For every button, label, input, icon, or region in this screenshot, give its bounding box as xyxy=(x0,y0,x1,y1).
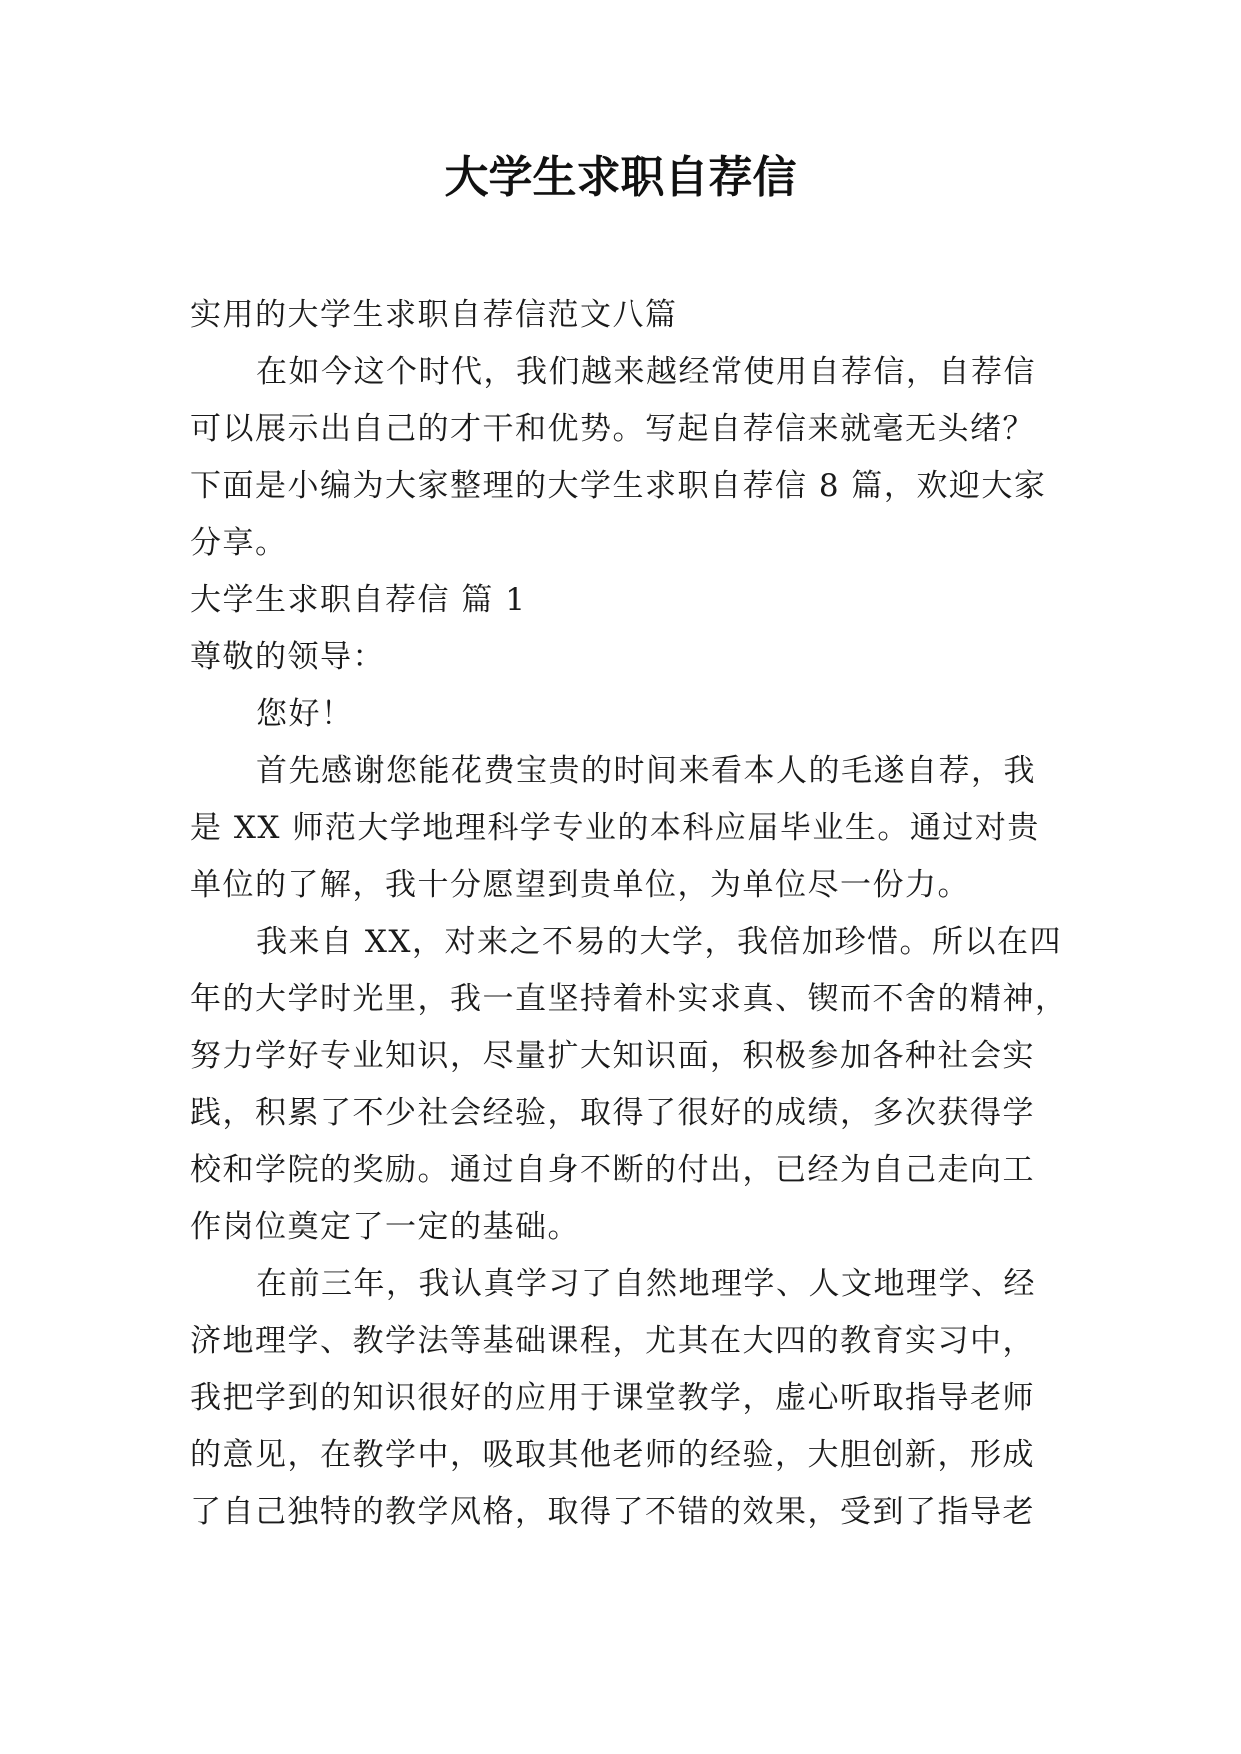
paragraph-line: 作岗位奠定了一定的基础。 xyxy=(190,1209,580,1245)
document-body xyxy=(190,287,1068,1541)
paragraph-line: 可以展示出自己的才干和优势。写起自荐信来就毫无头绪？ xyxy=(190,411,1035,447)
paragraph-line: 济地理学、教学法等基础课程，尤其在大四的教育实习中， xyxy=(190,1323,1035,1359)
paragraph-line: 的意见，在教学中，吸取其他老师的经验，大胆创新，形成 xyxy=(190,1437,1035,1473)
paragraph-line: 在如今这个时代，我们越来越经常使用自荐信，自荐信 xyxy=(256,354,1036,390)
paragraph-line: 在前三年，我认真学习了自然地理学、人文地理学、经 xyxy=(256,1266,1036,1302)
paragraph-line: 单位的了解，我十分愿望到贵单位，为单位尽一份力。 xyxy=(190,867,970,903)
paragraph-line: 分享。 xyxy=(190,525,288,561)
paragraph-line: 我来自 XX，对来之不易的大学，我倍加珍惜。所以在四 xyxy=(256,924,1062,960)
paragraph-line: 努力学好专业知识，尽量扩大知识面，积极参加各种社会实 xyxy=(190,1038,1035,1074)
paragraph-line: 我把学到的知识很好的应用于课堂教学，虚心听取指导老师 xyxy=(190,1380,1035,1416)
paragraph-line: 校和学院的奖励。通过自身不断的付出，已经为自己走向工 xyxy=(190,1152,1035,1188)
salutation-line: 尊敬的领导： xyxy=(190,639,385,675)
paragraph-line: 是 XX 师范大学地理科学专业的本科应届毕业生。通过对贵 xyxy=(190,810,1040,846)
paragraph-line: 了自己独特的教学风格，取得了不错的效果，受到了指导老 xyxy=(190,1494,1035,1530)
section-heading: 大学生求职自荐信 篇 1 xyxy=(190,582,527,618)
subtitle-line: 实用的大学生求职自荐信范文八篇 xyxy=(190,297,678,333)
paragraph-line: 践，积累了不少社会经验，取得了很好的成绩，多次获得学 xyxy=(190,1095,1035,1131)
paragraph-line: 首先感谢您能花费宝贵的时间来看本人的毛遂自荐，我 xyxy=(256,753,1036,789)
paragraph-line: 年的大学时光里，我一直坚持着朴实求真、锲而不舍的精神， xyxy=(190,981,1068,1017)
greeting-line: 您好！ xyxy=(256,696,354,732)
document-title: 大学生求职自荐信 xyxy=(444,152,797,203)
paragraph-line: 下面是小编为大家整理的大学生求职自荐信 8 篇，欢迎大家 xyxy=(190,468,1047,504)
